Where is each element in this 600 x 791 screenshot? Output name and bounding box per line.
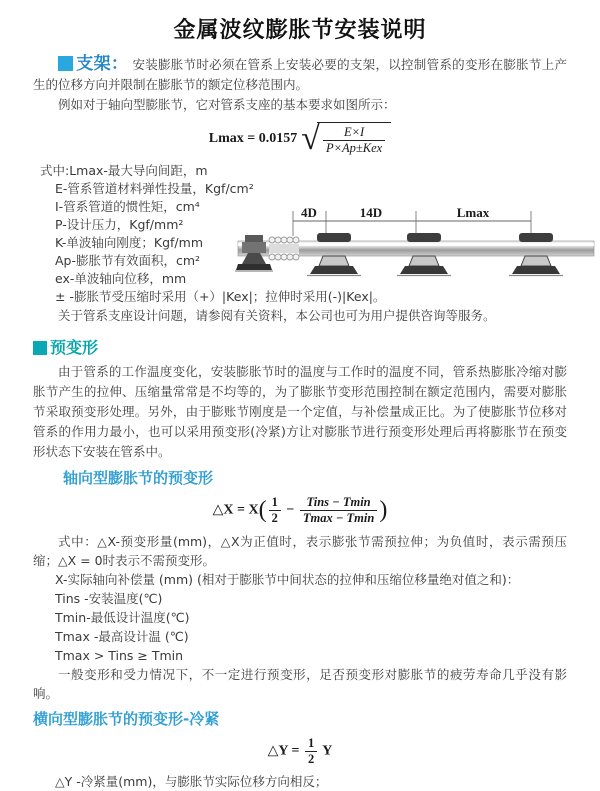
definitions-lead-line: 式中:Lmax-最大导向间距，m: [40, 163, 208, 178]
open-paren: (: [258, 497, 267, 523]
definition-item: K-单波轴向刚度；Kgf/mm: [55, 235, 203, 250]
support-example-line: 例如对于轴向型膨胀节，它对管系支座的基本要求如图所示：: [58, 97, 396, 112]
one-half-fraction: [305, 736, 317, 767]
axial-note: Tmax -最高设计温 (℃): [55, 629, 189, 644]
temperature-fraction: [300, 495, 377, 526]
lmax-fraction: [323, 125, 385, 156]
lmax-formula-lhs: Lmax = 0.0157: [208, 131, 298, 147]
lmax-formula: [33, 119, 567, 157]
section-predeform-heading: [33, 335, 567, 358]
support-intro-paragraph: [33, 54, 567, 95]
section-marker-icon: [58, 56, 73, 71]
lmax-formula-radicand: [317, 122, 391, 156]
axial-note: Tins -安装温度(℃): [55, 591, 163, 606]
half-numerator: 1: [305, 736, 317, 752]
lateral-note-line: △Y -冷紧量(mm)，与膨胀节实际位移方向相反；: [55, 774, 328, 789]
lmax-fraction-denominator: P×Ap±Kex: [325, 141, 383, 155]
document-page: [0, 13, 600, 789]
half-numerator: 1: [269, 495, 281, 511]
section-support-heading: [58, 54, 128, 74]
section-marker-icon: [33, 341, 47, 355]
definition-item: E-管系管道材料弹性投量，Kgf/cm²: [55, 181, 254, 196]
support-intro-text: 安装膨胀节时必须在管系上安装必要的支架，以控制管系的变形在膨胀节上产生的位移方向并限制在膨胀节的额定位移范围内。: [33, 57, 567, 92]
half-denominator: 2: [307, 752, 315, 766]
predeform-heading-label: 预变形: [50, 338, 99, 357]
definition-item: P-设计压力，Kgf/mm²: [55, 217, 184, 232]
axial-note: Tmin-最低设计温度(℃): [55, 610, 190, 625]
close-paren: ): [379, 497, 388, 523]
lateral-formula-rhs: Y: [322, 743, 333, 759]
minus-operator: −: [286, 502, 295, 518]
predeform-body-paragraph: 由于管系的工作温度变化，安装膨胀节时的温度与工作时的温度不同，管系热膨胀冷缩对膨胀节产生的拉伸、压缩量常常是不均等的，为了膨胀节变形范围控制在额定范围内，需要对膨胀节采取预变形处理。另外，由于膨账节刚度是一个定值，与补偿量成正比。为了使膨胀节位移对管系的作用力最小，也可以采用预变形(冷紧)方让对膨胀节进行预变形处理后再将膨胀节在预变形状态下安装在管系中。: [33, 364, 567, 459]
lateral-formula-lhs: △Y =: [267, 743, 300, 759]
one-half-fraction: [269, 495, 281, 526]
axial-note: 式中：△X-预变形量(mm)，△X为正值时，表示膨张节需预拉伸；为负值时，表示需预压缩；△X = 0时表示不需预变形。: [33, 534, 567, 568]
half-denominator: 2: [271, 511, 278, 525]
lateral-predeform-subheading: 横向型膨胀节的预变形-冷紧: [33, 710, 220, 728]
axial-formula-lhs: △X = X: [212, 502, 259, 518]
pipe-support-diagram: [236, 203, 594, 303]
page-title: 金属波纹膨胀节安装说明: [173, 18, 427, 43]
support-heading-label: 支架：: [76, 54, 129, 74]
axial-note: X-实际轴向补偿量 (mm) (相对于膨胀节中间状态的拉伸和压缩位移量绝对值之和)：: [55, 572, 520, 587]
definition-item: I-管系管道的惯性矩，cm⁴: [55, 199, 200, 214]
axial-predeform-formula: [33, 495, 567, 526]
definition-item: Ap-膨胀节有效面积，cm²: [55, 253, 201, 268]
dimension-label-14d: 14D: [359, 205, 383, 220]
definition-item: ex-单波轴向位移，mm: [55, 271, 187, 286]
lateral-predeform-formula: [33, 736, 567, 767]
axial-notes-list: [33, 532, 567, 703]
sqrt-radical: [301, 119, 391, 157]
axial-note: 一般变形和受力情况下，不一定进行预变形，足否预变形对膨胀节的疲劳寿命几乎没有影响。: [33, 667, 567, 701]
axial-note: Tmax > Tins ≥ Tmin: [55, 648, 184, 663]
definition-item: ± -膨胀节受压缩时采用（+）|Kex|；拉伸时采用(-)|Kex|。: [55, 289, 386, 304]
axial-predeform-subheading: 轴向型膨胀节的预变形: [63, 469, 214, 487]
dimension-label-lmax: Lmax: [456, 205, 490, 220]
sqrt-sign-icon: √: [301, 119, 320, 157]
temperature-fraction-denominator: Tmax − Tmin: [302, 511, 375, 525]
lmax-fraction-numerator: E×I: [323, 125, 385, 141]
support-note-line: 关于管系支座设计问题，请参阅有关资料，本公司也可为用户提供咨询等服务。: [58, 308, 496, 323]
temperature-fraction-numerator: Tins − Tmin: [300, 495, 377, 511]
dimension-label-4d: 4D: [301, 205, 317, 220]
bellows-icon: [269, 236, 299, 261]
